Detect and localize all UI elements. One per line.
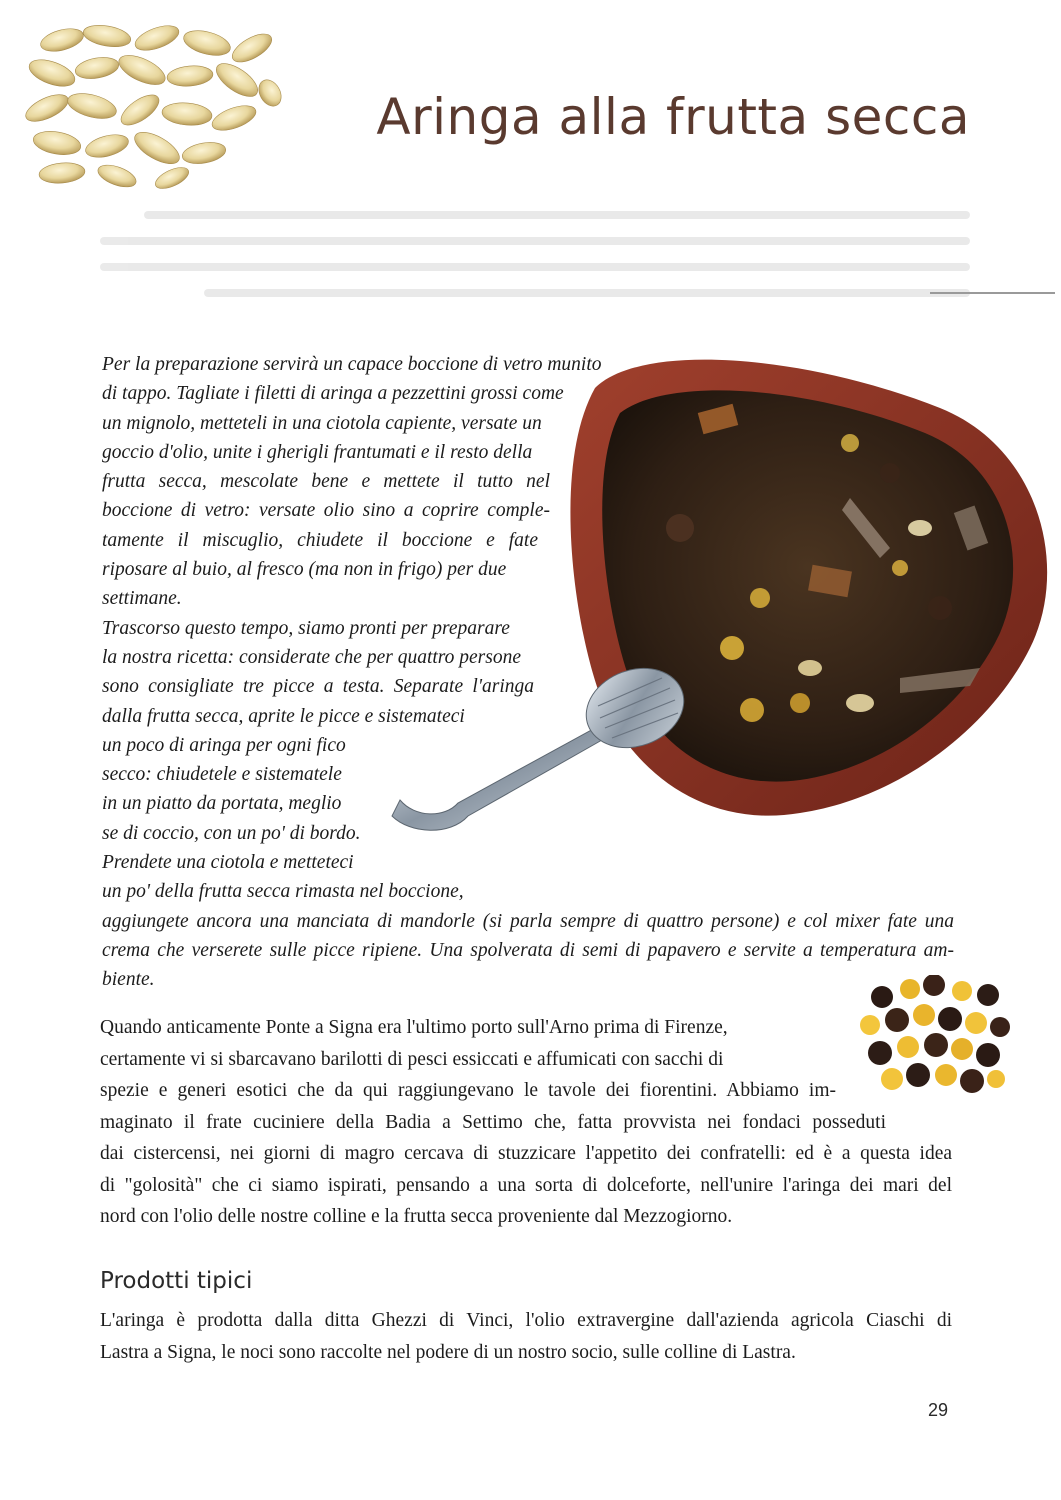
history-line: Quando anticamente Ponte a Signa era l'ultimo porto sull'Arno prima di Firenze,: [100, 1017, 728, 1038]
section-heading-prodotti-tipici: Prodotti tipici: [100, 1268, 253, 1294]
faded-rule: [930, 292, 1055, 294]
history-line: di "golosità" che ci siamo ispirati, pensando a una sorta di dolceforte, nell'unire l'aringa dei mari del: [100, 1174, 952, 1196]
page-title: Aringa alla frutta secca: [376, 88, 970, 146]
page-number: 29: [928, 1400, 949, 1420]
recipe-line: goccio d'olio, unite i gherigli frantumati e il resto della: [102, 441, 533, 463]
recipe-line: in un piatto da portata, meglio: [102, 793, 342, 815]
recipe-line: se di coccio, con un po' di bordo.: [102, 822, 361, 844]
recipe-line: crema che verserete sulle picce ripiene. Una spolverata di semi di papavero e servite a temperatura am-: [102, 939, 954, 961]
recipe-line: Prendete una ciotola e metteteci: [102, 852, 354, 874]
recipe-line: un mignolo, metteteli in una ciotola capiente, versate un: [102, 412, 542, 434]
recipe-line: riposare al buio, al fresco (ma non in frigo) per due: [102, 559, 507, 581]
history-line: certamente vi si sbarcavano barilotti di pesci essiccati e affumicati con sacchi di: [100, 1048, 724, 1070]
products-line: L'aringa è prodotta dalla ditta Ghezzi di Vinci, l'olio extravergine dall'azienda agricola Ciaschi di: [100, 1310, 952, 1331]
recipe-line: sono consigliate tre picce a testa. Separate l'aringa: [102, 676, 534, 698]
recipe-line: tamente il miscuglio, chiudete il boccione e fate: [102, 529, 538, 551]
recipe-line: di tappo. Tagliate i filetti di aringa a pezzettini grossi come: [102, 383, 564, 405]
history-line: dai cistercensi, nei giorni di magro cercava di stuzzicare l'appetito dei confratelli: ed è a questa idea: [100, 1143, 952, 1164]
recipe-line: biente.: [102, 969, 155, 991]
products-text: [100, 1305, 952, 1368]
history-line: spezie e generi esotici che da qui raggiungevano le tavole dei fiorentini. Abbiamo im-: [100, 1080, 836, 1101]
recipe-line: secco: chiudetele e sistematele: [102, 764, 342, 786]
products-line: Lastra a Signa, le noci sono raccolte nel podere di un nostro socio, sulle colline di Lastra.: [100, 1341, 796, 1363]
history-text: [100, 1012, 952, 1233]
recipe-line: settimane.: [102, 588, 182, 610]
recipe-line: un po' della frutta secca rimasta nel boccione,: [102, 881, 464, 903]
recipe-line: Per la preparazione servirà un capace boccione di vetro munito: [102, 354, 602, 375]
recipe-line: un poco di aringa per ogni fico: [102, 734, 346, 756]
recipe-line: la nostra ricetta: considerate che per quattro persone: [102, 646, 522, 668]
recipe-line: frutta secca, mescolate bene e mettete il tutto nel: [102, 471, 550, 493]
faded-background-text: [100, 193, 970, 313]
recipe-line: dalla frutta secca, aprite le picce e sistemateci: [102, 705, 465, 727]
history-line: maginato il frate cuciniere della Badia a Settimo che, fatta provvista nei fondaci posseduti: [100, 1111, 886, 1133]
history-line: nord con l'olio delle nostre colline e la frutta secca proveniente dal Mezzogiorno.: [100, 1206, 733, 1227]
recipe-line: Trascorso questo tempo, siamo pronti per preparare: [102, 617, 510, 639]
recipe-text: [102, 350, 962, 995]
recipe-line: aggiungete ancora una manciata di mandorle (si parla sempre di quattro persone) e col mixer fate una: [102, 910, 954, 932]
recipe-line: boccione di vetro: versate olio sino a coprire comple-: [102, 500, 550, 522]
pine-nuts-image: [22, 18, 284, 190]
